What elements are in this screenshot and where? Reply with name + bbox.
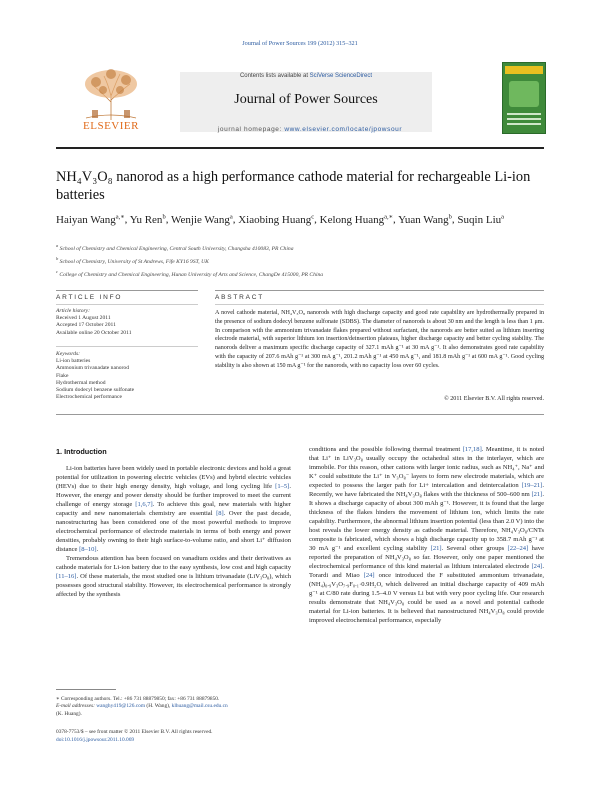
journal-homepage [180,126,440,133]
history-online: Available online 20 October 2011 [56,329,132,336]
article-title: NH₄V₃O₈ nanorod as a high performance cathode material for rechargeable Li-ion batteries [56,169,531,203]
paragraph-text: conditions and the possible following thermal treatment [309,446,463,453]
citation-reference-link[interactable]: [8–10] [79,546,97,553]
citation-reference-link[interactable]: [24] [531,563,543,570]
citation-reference-link[interactable]: [22–24] [507,545,529,552]
abstract-rule-bottom [56,414,544,415]
footnote-emails: E-mail addresses: wanghy419@126.com (H. Wang), klhuang@mail.csu.edu.cn [56,703,228,710]
body-column-left [56,464,291,599]
citation-reference-link[interactable]: [19–21] [521,482,543,489]
keywords-rule [56,346,198,347]
article-info-heading: ARTICLE INFO [56,294,123,301]
affiliation-item: $^a$ School of Chemistry and Chemical Engineering, Central South University, Changsha 410083, PR China [56,243,294,252]
affiliation-item: $^c$ College of Chemistry and Chemical Engineering, Hunan University of Arts and Science, ChangDe 415000, PR China [56,268,324,278]
citation-reference-link[interactable]: [24] [363,572,375,579]
author[interactable]: Kelong Huang$^{a,∗}$ [319,213,394,226]
author[interactable]: Yuan Wang$^b$ [398,213,452,226]
footnote-email-owner: (K. Huang). [56,710,82,717]
paragraph-text: . Several other groups [441,545,508,552]
email-label: E-mail addresses: [56,703,97,710]
elsevier-wordmark[interactable]: ELSEVIER [83,120,139,132]
keyword: Electrochemical performance [56,394,122,401]
article-info-rule [56,304,198,305]
paragraph-text: . Over the past decade, nanostructuring has been considered one of the most powerful methods to improve electrochemical performance of electrode materials in terms of both energy and power densities, probably owning to their high surface-to-volume ratio, and short Li⁺ diffusion distance [56,510,292,553]
paragraph-text: have reported the preparation of NH₄V₃O₈ so far. However, only one paper mentioned the electrochemical performance of this kind material as lithium intercalated electrode [309,545,544,570]
doi-link[interactable]: doi:10.1016/j.jpowsour.2011.10.069 [56,736,135,743]
journal-citation[interactable]: Journal of Power Sources 199 (2012) 315–321 [242,40,358,47]
keyword: Ammonium trivanadate nanorod [56,365,130,372]
author[interactable]: Wenjie Wang$^a$ [171,213,233,226]
affiliation-item: $^b$ School of Chemistry, University of St Andrews, Fife KY16 9ST, UK [56,255,209,265]
paragraph-text: Li-ion batteries have been widely used in portable electronic devices and hold a great potential for utilization in powering electric vehicles (EVs) and hybrid electric vehicles (HEVs) due to their high energy density, high voltage, and long cycling life [56,465,291,490]
citation-reference-link[interactable]: [1–5] [275,483,290,490]
author[interactable]: Xiaobing Huang$^c$ [238,213,315,226]
history-received: Received 1 August 2011 [56,315,111,322]
author[interactable]: Haiyan Wang$^{a,∗}$ [56,213,125,226]
article-info-rule-top [56,290,198,291]
footnote-rule [56,689,116,690]
paragraph-text: . Recently, we have fabricated the NH₄V₃O₈ flakes with the thickness of 500–600 nm [309,482,544,498]
footnote-corresponding: ∗ Corresponding authors. Tel.: +86 731 88879850; fax: +86 731 88879850. [56,696,220,702]
paragraph-text: . [96,546,99,553]
abstract-copyright: © 2011 Elsevier B.V. All rights reserved. [444,396,544,402]
affiliations [56,241,546,280]
author-list: Haiyan Wang$^{a,∗}$, Yu Ren$^b$, Wenjie Wang$^a$, Xiaobing Huang$^c$, Kelong Huang$^{a,∗}$, Yuan Wang$^b$, Suqin Liu$^a$ [56,213,505,226]
citation-reference-link[interactable]: [17,18] [462,446,482,453]
paragraph-text: . However, the energy and power density should be further improved to meet the current challenge of energy storage [56,483,291,508]
history-accepted: Accepted 17 October 2011 [56,322,116,329]
keyword: Sodium dodecyl benzene sulfonate [56,387,135,394]
citation-reference-link[interactable]: [1,6,7] [135,501,153,508]
paragraph-text: Tremendous attention has been focused on vanadium oxides and their derivatives as cathode materials for Li-ion battery due to the easy synthesis, low cost and high capacity [56,555,291,571]
paragraph-text: . Torardi and Miao [309,563,544,579]
paragraph-text: . It shows a discharge capacity of about 300 mAh g⁻¹. However, it is found that the large thickness of the flakes hinders the movement of lithium ion, which limits the rate capability. Furthermore, the abnormal lithium insertion potential (less than 2.0 V) into the host reveals the lower energy density as cathode material. Therefore, NH₄V₃O₈/CNTs composite is fabricated, which shows a high discharge capacity up to 358.7 mAh g⁻¹ at 30 mA g⁻¹ and excellent cycling stability [309,491,544,552]
journal-name: Journal of Power Sources [234,92,378,107]
keywords [56,351,198,401]
email-link[interactable]: wanghy419@126.com [96,703,146,710]
citation-reference-link[interactable]: [21] [430,545,442,552]
paragraph-text: once introduced the F substituted ammonium trivanadate, (NH₄)₀.₉V₃O₇.₉F₀.₁·0.9H₂O, which delivered an initial discharge capacity of 409 mAh g⁻¹ at C/80 rate during 1.5–4.0 V versus Li but with very poor cycling life. Our research results demonstrate that NH₄V₃O₈ could be used as a novel and potential cathode material for Li-ion batteries. It is believed that nanostructured NH₄V₃O₈ could provide improved electrochemical performance, especially [309,572,544,624]
paragraph-text: . Of these materials, the most studied one is lithium trivanadate (LiV₃O₈), which possesses good structural stability. However, its electrochemical performance is strongly affected by the synthesis [56,573,291,598]
article-history [56,308,198,337]
body-column-right [309,445,544,625]
abstract-text: A novel cathode material, NH₄V₃O₈ nanorods with high discharge capacity and good rate capability are hydrothermally prepared in the presence of sodium dodecyl benzene sulfonate (SDBS). The diameter of nanorods is about 30 nm and the length is less than 1 μm. In comparison with the ammonium trivanadate flakes prepared without surfactant, the nanorods are better suited as lithium inserting electrode material, with superior lithium ion insertion/deinsertion plateaus, higher discharge capacity and better cycling stability. The nanorods deliver a maximum specific discharge capacity of 327.1 mAh g⁻¹ at 30 mA g⁻¹. It also demonstrates good rate capability with the capacity of 207.6 mAh g⁻¹ at 300 mA g⁻¹, 201.2 mAh g⁻¹ at 450 mA g⁻¹, and 181.8 mAh g⁻¹ at 600 mA g⁻¹. Good cycling stability is also shown at 150 mA g⁻¹ for the nanorods, with no capacity loss over 60 cycles. [215,310,544,369]
paragraph [309,445,544,625]
abstract-heading: ABSTRACT [215,294,265,301]
homepage-link[interactable]: www.elsevier.com/locate/jpowsour [284,126,403,133]
section-heading-introduction: 1. Introduction [56,447,107,456]
sciencedirect-link[interactable]: SciVerse ScienceDirect [309,73,373,79]
contents-prefix: Contents lists available at [239,73,310,79]
keyword: Li-ion batteries [56,358,91,365]
keywords-label: Keywords: [56,351,81,357]
citation-reference-link[interactable]: [21] [531,491,543,498]
journal-cover-thumbnail[interactable] [502,62,546,134]
corresponding-author-footnote [56,696,291,718]
keyword: Flake [56,372,69,379]
issn-doi [56,729,356,744]
citation-reference-link[interactable]: [11–16] [56,573,77,580]
elsevier-tree-logo [56,66,166,126]
author[interactable]: Yu Ren$^b$ [129,213,166,226]
history-label: Article history: [56,308,91,314]
issn-line: 0378-7753/$ – see front matter © 2011 Elsevier B.V. All rights reserved. [56,729,213,735]
paragraph-text: . To achieve this goal, new materials with higher capacity and new nanomaterials chemistry are essential [56,501,291,517]
keyword: Hydrothermal method [56,379,106,386]
paragraph [56,554,291,599]
abstract-rule-top [215,290,544,291]
email-link[interactable]: klhuang@mail.csu.edu.cn [171,703,228,710]
citation-reference-link[interactable]: [8] [216,510,224,517]
paragraph-text: . Meantime, it is noted that Li⁺ in LiV₃O₈ usually occupy the octahedral sites in the interlayer, which are immobile. For this reason, other cations with larger ionic radius, such as NH₄⁺, Na⁺ and K⁺ could substitute the Li⁺ in V₃O₈⁻ layers to form new electrode materials, which are expected to possess the larger path for Li+ intercalation and deintercalation [309,446,544,489]
paragraph [56,464,291,554]
contents-line [180,73,432,79]
header-divider [56,147,544,149]
homepage-prefix: journal homepage: [217,126,285,133]
author[interactable]: Suqin Liu$^a$ [457,213,505,226]
abstract-rule [215,304,544,305]
